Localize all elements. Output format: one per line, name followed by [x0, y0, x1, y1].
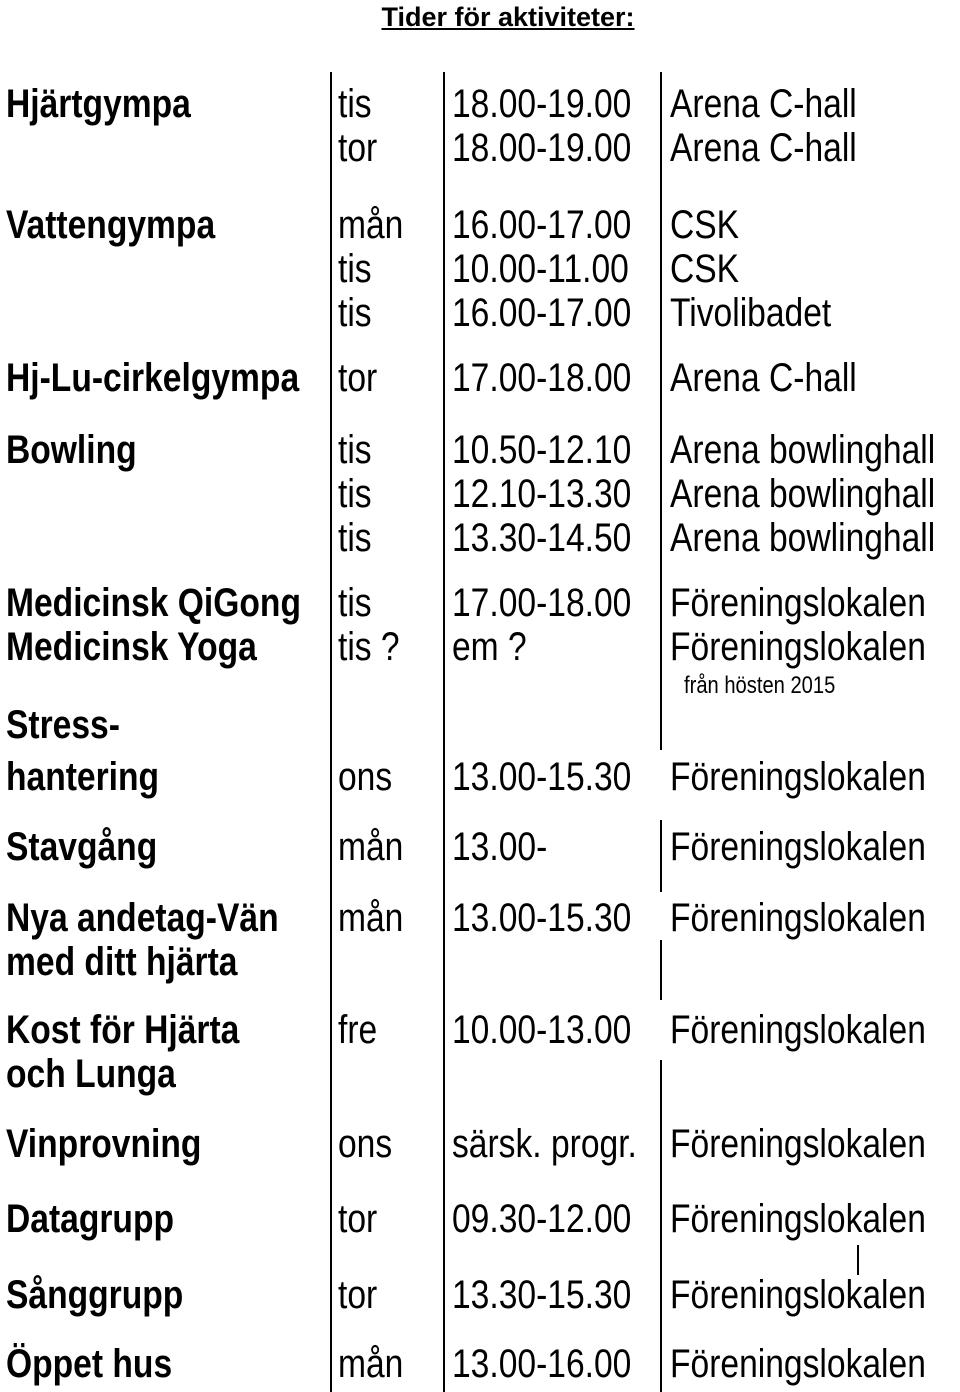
row-place: Arena bowlinghall [670, 516, 936, 560]
row-day: fre [338, 1008, 378, 1052]
row-time: 10.00-11.00 [452, 247, 629, 291]
row-place: Föreningslokalen [670, 625, 926, 669]
row-activity: Datagrupp [6, 1197, 174, 1241]
row-day: tis [338, 247, 372, 291]
row-time: 16.00-17.00 [452, 203, 632, 247]
row-day: tis [338, 428, 372, 472]
row-place: Föreningslokalen [670, 1273, 926, 1317]
divider-line [330, 72, 332, 1392]
row-day: mån [338, 896, 404, 940]
row-time: 16.00-17.00 [452, 291, 632, 335]
row-place: Föreningslokalen [670, 755, 926, 799]
row-day: ons [338, 1122, 393, 1166]
row-time: em ? [452, 625, 527, 669]
row-activity: Medicinsk QiGong [6, 581, 301, 625]
row-time: 17.00-18.00 [452, 356, 632, 400]
row-activity: Öppet hus [6, 1342, 173, 1386]
row-place: Föreningslokalen [670, 1008, 926, 1052]
page-title: Tider för aktiviteter: [381, 2, 635, 32]
row-time: 10.00-13.00 [452, 1008, 632, 1052]
row-activity: Kost för Hjärta [6, 1008, 240, 1052]
row-time: 13.00-16.00 [452, 1342, 632, 1386]
row-place: Arena C-hall [670, 82, 857, 126]
divider-line [660, 820, 662, 892]
row-day: tis [338, 82, 372, 126]
row-time: 17.00-18.00 [452, 581, 632, 625]
row-time: 18.00-19.00 [452, 126, 632, 170]
row-place: Föreningslokalen [670, 581, 926, 625]
row-activity: och Lunga [6, 1052, 176, 1096]
row-time: 13.30-14.50 [452, 516, 632, 560]
row-time: 13.00-15.30 [452, 755, 632, 799]
row-activity: Vattengympa [6, 203, 216, 247]
row-place: Tivolibadet [670, 291, 832, 335]
row-place: CSK [670, 203, 740, 247]
row-time: särsk. progr. [452, 1122, 637, 1166]
row-place: Föreningslokalen [670, 1342, 926, 1386]
note-text: från hösten 2015 [684, 672, 836, 699]
row-place: Arena C-hall [670, 126, 857, 170]
row-activity: Hj-Lu-cirkelgympa [6, 356, 300, 400]
row-day: tis ? [338, 625, 400, 669]
row-place: Föreningslokalen [670, 1197, 926, 1241]
row-day: ons [338, 755, 393, 799]
row-place: Föreningslokalen [670, 825, 926, 869]
row-place: Arena bowlinghall [670, 472, 936, 516]
row-time: 10.50-12.10 [452, 428, 632, 472]
row-time: 09.30-12.00 [452, 1197, 632, 1241]
row-activity: Stavgång [6, 825, 158, 869]
row-time: 12.10-13.30 [452, 472, 632, 516]
row-day: tis [338, 581, 372, 625]
row-activity: Nya andetag-Vän [6, 896, 279, 940]
row-day: tor [338, 1273, 378, 1317]
row-day: tor [338, 356, 378, 400]
row-day: tis [338, 472, 372, 516]
row-place: Arena C-hall [670, 356, 857, 400]
divider-line [660, 72, 662, 750]
row-day: mån [338, 203, 404, 247]
row-activity: med ditt hjärta [6, 940, 238, 984]
row-time: 13.00- [452, 825, 548, 869]
row-activity: Bowling [6, 428, 137, 472]
row-activity: Vinprovning [6, 1122, 202, 1166]
row-day: tis [338, 291, 372, 335]
row-place: CSK [670, 247, 740, 291]
row-day: tis [338, 516, 372, 560]
row-place: Föreningslokalen [670, 896, 926, 940]
row-activity: Hjärtgympa [6, 82, 191, 126]
divider-line [857, 1245, 859, 1275]
divider-line [660, 1060, 662, 1392]
row-day: mån [338, 825, 404, 869]
row-time: 13.30-15.30 [452, 1273, 632, 1317]
row-time: 18.00-19.00 [452, 82, 632, 126]
row-time: 13.00-15.30 [452, 896, 632, 940]
row-activity: Stress- [6, 703, 120, 747]
row-activity: hantering [6, 755, 160, 799]
row-day: mån [338, 1342, 404, 1386]
row-place: Arena bowlinghall [670, 428, 936, 472]
row-activity: Medicinsk Yoga [6, 625, 257, 669]
row-activity: Sånggrupp [6, 1273, 184, 1317]
row-day: tor [338, 1197, 378, 1241]
divider-line [443, 72, 445, 1392]
row-day: tor [338, 126, 378, 170]
divider-line [660, 940, 662, 1000]
row-place: Föreningslokalen [670, 1122, 926, 1166]
